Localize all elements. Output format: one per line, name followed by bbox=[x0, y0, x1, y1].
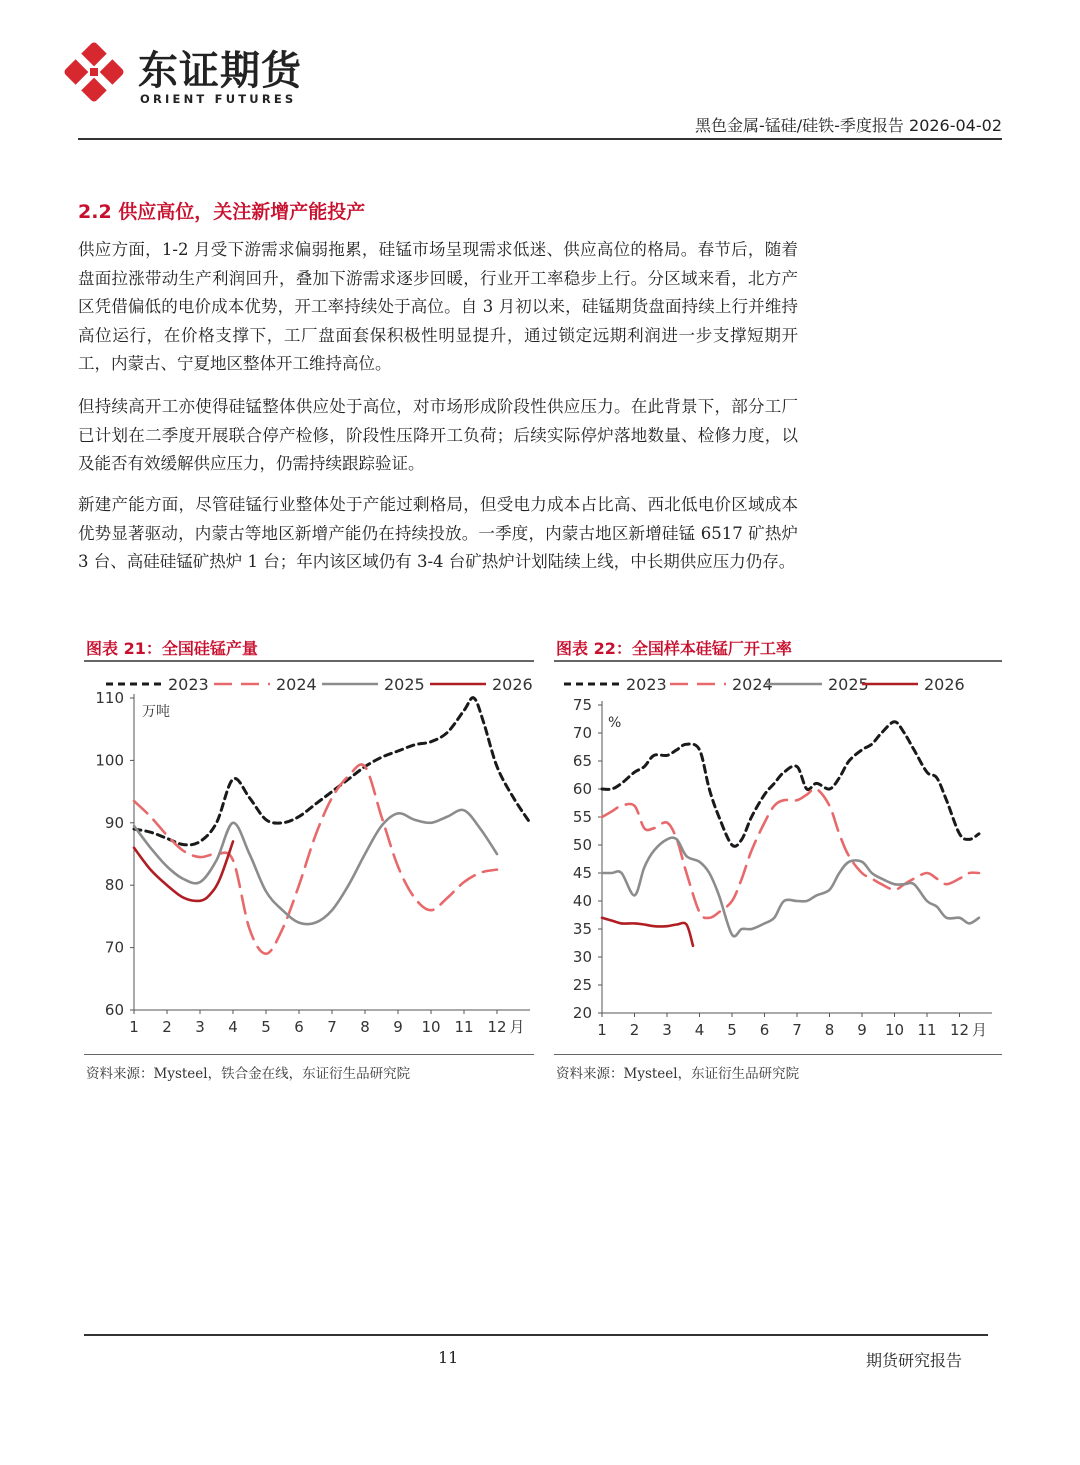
y-tick-label: 30 bbox=[572, 948, 592, 966]
y-unit-label: % bbox=[608, 715, 622, 731]
y-tick-label: 25 bbox=[572, 976, 592, 994]
x-tick-label: 12 bbox=[487, 1018, 507, 1036]
x-tick-label: 8 bbox=[824, 1021, 835, 1039]
chart-21-silicomanganese-output bbox=[84, 664, 534, 1052]
x-tick-label: 11 bbox=[917, 1021, 937, 1039]
legend-label-2024: 2024 bbox=[732, 675, 773, 694]
x-tick-label: 9 bbox=[393, 1018, 403, 1036]
chart-22-top-rule bbox=[554, 660, 1002, 662]
y-tick-label: 80 bbox=[104, 876, 124, 895]
x-tick-label: 5 bbox=[727, 1021, 737, 1039]
report-title: 黑色金属-锰硅/硅铁-季度报告 2026-04-02 bbox=[694, 116, 1002, 135]
series-line-2025 bbox=[134, 810, 497, 924]
footer-label: 期货研究报告 bbox=[865, 1351, 962, 1370]
y-tick-label: 75 bbox=[572, 696, 592, 714]
chart-22-operating-rate bbox=[554, 664, 1002, 1052]
y-tick-label: 35 bbox=[572, 920, 592, 938]
header-divider bbox=[78, 138, 1002, 140]
legend-label-2023: 2023 bbox=[626, 675, 667, 694]
y-tick-label: 20 bbox=[572, 1004, 592, 1022]
x-axis-label: 月 bbox=[971, 1021, 988, 1039]
y-tick-label: 40 bbox=[572, 892, 592, 910]
x-tick-label: 3 bbox=[662, 1021, 672, 1039]
paragraph-supply: 供应方面，1-2 月受下游需求偏弱拖累，硅锰市场呈现需求低迷、供应高位的格局。春节后，随着盘面拉涨带动生产利润回升，叠加下游需求逐步回暖，行业开工率稳步上行。分区域来看，北方产区凭借偏低的电价成本优势，开工率持续处于高位。自 3 月初以来，硅锰期货盘面持续上行并维持高位运行，在价格支撑下，工厂盘面套保积极性明显提升，通过锁定远期利润进一步支撑短期开工，内蒙古、宁夏地区整体开工维持高位。 bbox=[78, 240, 798, 373]
x-tick-label: 4 bbox=[228, 1018, 238, 1036]
x-tick-label: 10 bbox=[884, 1021, 905, 1039]
series-line-2026 bbox=[602, 918, 693, 946]
legend-label-2023: 2023 bbox=[168, 675, 209, 694]
chart-22-source: 资料来源：Mysteel，东证衍生品研究院 bbox=[556, 1066, 800, 1082]
x-tick-label: 1 bbox=[597, 1021, 607, 1039]
chart-21-bottom-rule bbox=[84, 1054, 534, 1055]
x-tick-label: 2 bbox=[629, 1021, 640, 1039]
chart-21-source: 资料来源：Mysteel，铁合金在线，东证衍生品研究院 bbox=[86, 1066, 411, 1082]
series-line-2023 bbox=[134, 698, 530, 845]
x-tick-label: 6 bbox=[759, 1021, 770, 1039]
paragraph-new-capacity: 新建产能方面，尽管硅锰行业整体处于产能过剩格局，但受电力成本占比高、西北低电价区域成本优势显著驱动，内蒙古等地区新增产能仍在持续投放。一季度，内蒙古地区新增硅锰 6517 矿热炉 3 台、高硅硅锰矿热炉 1 台；年内该区域仍有 3-4 台矿热炉计划陆续上线，中长期供应压力仍存。 bbox=[78, 495, 798, 571]
y-tick-label: 60 bbox=[572, 780, 592, 798]
series-line-2023 bbox=[602, 722, 979, 847]
x-tick-label: 10 bbox=[421, 1018, 441, 1036]
y-unit-label: 万吨 bbox=[142, 704, 170, 720]
series-line-2024 bbox=[602, 789, 979, 918]
chart-21-top-rule bbox=[84, 660, 534, 662]
section-title: 2.2 供应高位，关注新增产能投产 bbox=[78, 201, 366, 223]
y-tick-label: 90 bbox=[104, 813, 124, 832]
paragraph-pressure: 但持续高开工亦使得硅锰整体供应处于高位，对市场形成阶段性供应压力。在此背景下，部分工厂已计划在二季度开展联合停产检修，阶段性压降开工负荷；后续实际停炉落地数量、检修力度，以及能否有效缓解供应压力，仍需持续跟踪验证。 bbox=[78, 397, 798, 473]
legend-label-2025: 2025 bbox=[828, 675, 869, 694]
page-number: 11 bbox=[438, 1348, 459, 1367]
series-line-2024 bbox=[134, 764, 497, 953]
y-tick-label: 50 bbox=[572, 836, 592, 854]
x-tick-label: 12 bbox=[949, 1021, 970, 1039]
legend-label-2025: 2025 bbox=[384, 675, 425, 694]
x-tick-label: 5 bbox=[261, 1018, 271, 1036]
x-tick-label: 6 bbox=[294, 1018, 304, 1036]
y-tick-label: 100 bbox=[95, 751, 124, 770]
chart-22-bottom-rule bbox=[554, 1054, 1002, 1055]
x-tick-label: 9 bbox=[857, 1021, 867, 1039]
series-line-2025 bbox=[602, 838, 979, 937]
x-axis-label: 月 bbox=[509, 1018, 525, 1036]
y-tick-label: 65 bbox=[572, 752, 592, 770]
x-tick-label: 7 bbox=[327, 1018, 337, 1036]
y-tick-label: 70 bbox=[572, 724, 592, 742]
x-tick-label: 3 bbox=[195, 1018, 205, 1036]
x-tick-label: 1 bbox=[129, 1018, 139, 1036]
y-tick-label: 110 bbox=[95, 689, 124, 707]
x-tick-label: 2 bbox=[162, 1018, 172, 1036]
footer-divider bbox=[84, 1334, 988, 1336]
x-tick-label: 8 bbox=[360, 1018, 370, 1036]
logo-english-name: ORIENT FUTURES bbox=[140, 92, 297, 106]
y-tick-label: 70 bbox=[104, 938, 124, 957]
y-tick-label: 45 bbox=[572, 864, 592, 882]
logo-chinese-name: 东证期货 bbox=[138, 48, 302, 94]
x-tick-label: 4 bbox=[694, 1021, 705, 1039]
y-tick-label: 55 bbox=[572, 808, 592, 826]
chart-22-title: 图表 22：全国样本硅锰厂开工率 bbox=[556, 639, 792, 658]
orient-futures-logo-icon bbox=[62, 40, 126, 104]
x-tick-label: 7 bbox=[792, 1021, 802, 1039]
legend-label-2024: 2024 bbox=[276, 675, 317, 694]
chart-21-title: 图表 21：全国硅锰产量 bbox=[86, 639, 258, 658]
x-tick-label: 11 bbox=[454, 1018, 474, 1036]
legend-label-2026: 2026 bbox=[492, 675, 533, 694]
y-tick-label: 60 bbox=[104, 1001, 124, 1019]
legend-label-2026: 2026 bbox=[924, 675, 965, 694]
